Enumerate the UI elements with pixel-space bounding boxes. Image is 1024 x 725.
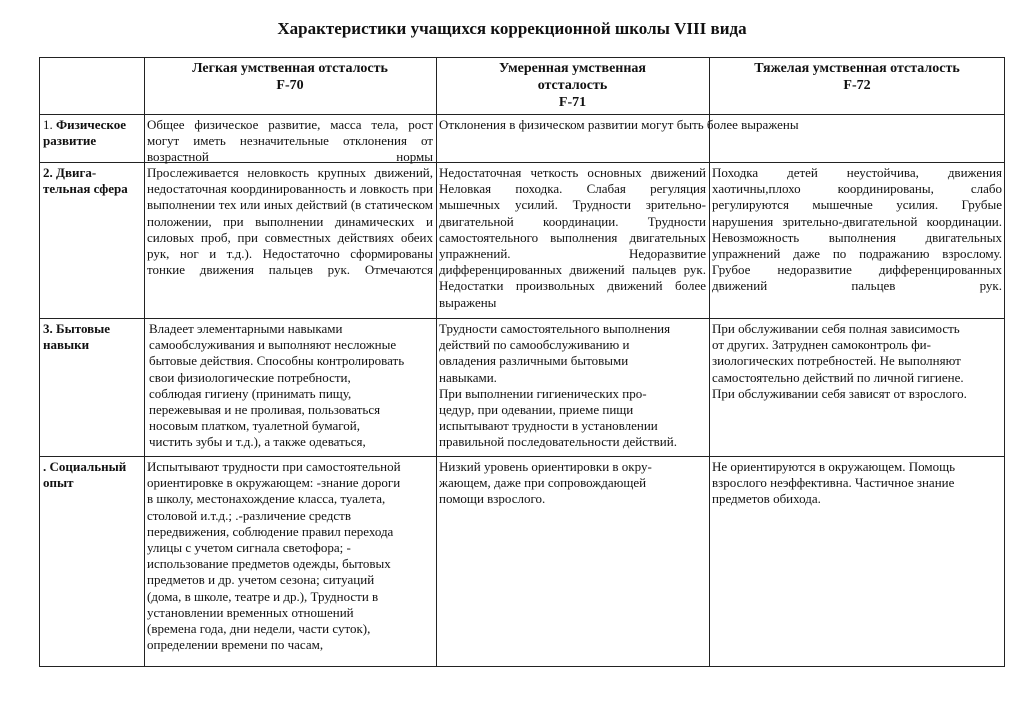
cell-motor-severe: Походка детей неустойчива, движения хаотичны,плохо координированы, слабо регулируются мышечные усилия. Грубые нарушения зрительно-двигательной координации. Невозможность выполнения двигательных упражнений даже по подражанию взрослому. Грубое недоразвитие дифференцированных движений пальцев рук. bbox=[712, 165, 1002, 294]
header-moderate-name: Умеренная умственная отсталость bbox=[498, 61, 646, 93]
header-moderate bbox=[437, 60, 708, 111]
header-severe-code: F-72 bbox=[843, 78, 871, 93]
cell-social-severe: Не ориентируются в окружающем. Помощь взрослого неэффективна. Частичное знание предметов обихода. bbox=[712, 459, 956, 507]
header-severe-name: Тяжелая умственная отсталость bbox=[754, 61, 960, 76]
row-label-household: 3. Бытовые навыки bbox=[43, 321, 111, 352]
table-divider bbox=[40, 114, 1004, 115]
table-divider bbox=[40, 456, 1004, 457]
header-moderate-code: F-71 bbox=[558, 95, 587, 110]
cell-motor-mild: Прослеживается неловкость крупных движений, недостаточная координированность и ловкость при выполнении тех или иных действий (в статическом положении, при выполнении динамических и силовых проб, при совместных действиях обеих рук, ног и т.д.). Недостаточно сформированы тонкие движения пальцев рук. Отмечаются bbox=[147, 165, 433, 278]
table-divider bbox=[709, 58, 710, 666]
cell-social-mild: Испытывают трудности при самостоятельной ориентировке в окружающем: -знание дороги в школу, местонахождение класса, туалета, столовой и.т.д.; .-различение средств передвижения, соблюдение правил перехода улицы с учетом сигнала светофора; - использование предметов одежды, бытовых предметов и др. учетом сезона; ситуаций (дома, в школе, театре и др.), Трудности в установлении временных отношений (времена года, дни недели, части суток), определении времени по часам, bbox=[147, 459, 401, 653]
header-mild-name: Легкая умственная отсталость bbox=[192, 61, 388, 76]
header-mild bbox=[145, 60, 435, 94]
cell-motor-moderate: Недостаточная четкость основных движений Неловкая походка. Слабая регуляция мышечных усилий. Трудности зрительно-двигательной координации. Трудности самостоятельного выполнения двигательных упражнений. Недоразвитие дифференцированных движений пальцев рук. Недостатки произвольных движений более выражены bbox=[439, 165, 706, 310]
table-divider bbox=[40, 318, 1004, 319]
row-label-physical bbox=[43, 117, 143, 149]
row-label-social: . Социальный опыт bbox=[43, 459, 127, 490]
cell-physical-mild: Общее физическое развитие, масса тела, рост могут иметь незначительные отклонения от возрастной нормы bbox=[147, 117, 433, 165]
row-label-motor: 2. Двига- тельная сфера bbox=[43, 165, 128, 196]
table-divider bbox=[144, 58, 145, 666]
row-label-number: 1. bbox=[43, 117, 53, 132]
cell-household-mild: Владеет элементарными навыками самообслуживания и выполняют несложные бытовые действия. Способны контролировать свои физиологические потребности, соблюдая гигиену (принимать пищу, пережевывая и не проливая, пользоваться носовым платком, туалетной бумагой, чистить зубы и т.д.), а также одеваться, bbox=[149, 321, 405, 450]
header-mild-code: F-70 bbox=[276, 78, 304, 93]
header-severe bbox=[710, 60, 1004, 94]
cell-physical-moderate-severe: Отклонения в физическом развитии могут быть более выражены bbox=[439, 117, 799, 132]
cell-household-severe: При обслуживании себя полная зависимость от других. Затруднен самоконтроль фи- зиологических потребностей. Не выполняют самостоятельно действий по личной гигиене. При обслуживании себя зависят от взрослого. bbox=[712, 321, 967, 401]
page-title: Характеристики учащихся коррекционной школы VIII вида bbox=[277, 19, 747, 38]
row-label-text: Физическое развитие bbox=[43, 117, 126, 148]
cell-social-moderate: Низкий уровень ориентировки в окру- жающем, даже при сопровождающей помощи взрослого. bbox=[439, 459, 652, 507]
table-divider bbox=[436, 58, 437, 666]
cell-household-moderate: Трудности самостоятельного выполнения действий по самообслуживанию и овладения различными бытовыми навыками. При выполнении гигиенических про- цедур, при одевании, приеме пищи испытывают трудности в установлении правильной последовательности действий. bbox=[439, 321, 677, 450]
characteristics-table bbox=[39, 57, 1005, 667]
